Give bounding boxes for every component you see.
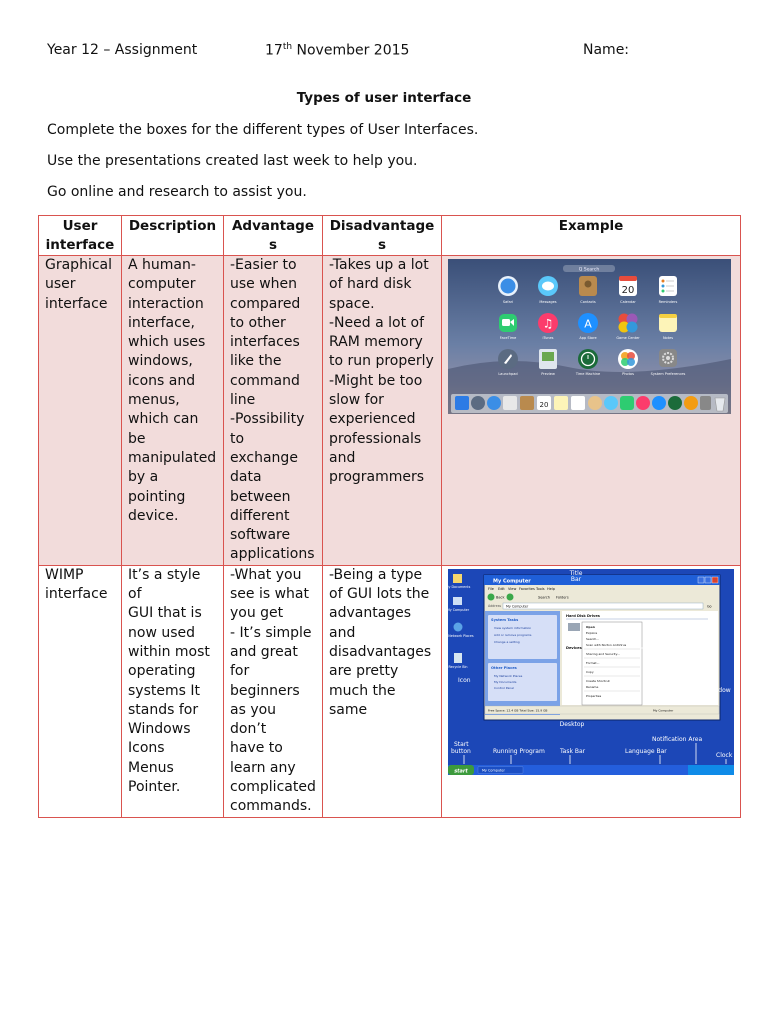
- cell-advantages: -Easier to use when compared to other interfaces like the command line -Possibility to exchange data between different software applications: [224, 256, 323, 566]
- svg-text:Copy: Copy: [586, 669, 594, 674]
- svg-text:Notes: Notes: [662, 336, 674, 340]
- notification-area: [688, 765, 734, 775]
- cell-example: [442, 565, 741, 817]
- finder-icon: [455, 396, 469, 410]
- svg-text:Create Shortcut: Create Shortcut: [586, 678, 610, 683]
- trash-icon: [715, 398, 725, 411]
- header-date: [265, 42, 409, 59]
- safari-dock-icon: [487, 396, 501, 410]
- svg-text:My Computer: My Computer: [653, 708, 674, 713]
- hard-drive-icon: [568, 623, 580, 631]
- launchpad-dock-icon: [471, 396, 485, 410]
- time-machine-dock-icon: [668, 396, 682, 410]
- instruction-2: Use the presentations created last week to help you.: [47, 153, 418, 169]
- svg-text:App Store: App Store: [579, 336, 597, 340]
- reminders-icon: [659, 276, 678, 304]
- my-documents-icon: [453, 574, 462, 583]
- xp-taskbar: [448, 765, 734, 775]
- callout-language-bar: Language Bar: [625, 747, 667, 755]
- svg-text:Properties: Properties: [586, 693, 602, 698]
- svg-text:Help: Help: [547, 586, 555, 591]
- svg-text:My Computer: My Computer: [493, 578, 531, 585]
- header-name-label: Name:: [583, 42, 630, 58]
- svg-text:Preview: Preview: [541, 372, 555, 376]
- svg-text:Folders: Folders: [556, 595, 569, 600]
- callout-notification-area: Notification Area: [652, 735, 703, 743]
- svg-text:My Computer: My Computer: [446, 607, 470, 612]
- launchpad-icon: [498, 349, 518, 376]
- svg-text:Safari: Safari: [502, 300, 514, 304]
- svg-text:Calendar: Calendar: [620, 300, 636, 304]
- svg-text:Other Places: Other Places: [491, 665, 517, 670]
- callout-title-bar-1: Title: [569, 569, 583, 577]
- svg-text:System Preferences: System Preferences: [650, 372, 686, 376]
- messages-icon: [538, 276, 558, 304]
- cell-ui-name: WIMP interface: [39, 565, 122, 817]
- contacts-dock-icon: [520, 396, 534, 410]
- table-row-wimp: [39, 565, 741, 817]
- date-rest: November 2015: [292, 42, 410, 59]
- mail-icon: [503, 396, 517, 410]
- svg-text:Search: Search: [538, 595, 551, 600]
- itunes-dock-icon: [636, 396, 650, 410]
- svg-text:Rename: Rename: [586, 684, 599, 689]
- header-example: Example: [442, 216, 741, 256]
- svg-text:Launchpad: Launchpad: [498, 372, 518, 376]
- callout-context-menu: Context menu: [649, 644, 692, 652]
- svg-text:Control Panel: Control Panel: [494, 685, 514, 690]
- svg-text:20: 20: [539, 401, 549, 409]
- svg-text:Time Machine: Time Machine: [575, 372, 601, 376]
- preferences-dock-icon: [700, 396, 711, 410]
- svg-text:My Computer: My Computer: [482, 768, 505, 773]
- svg-text:Devices: Devices: [566, 645, 582, 650]
- calendar-icon: [619, 276, 637, 304]
- svg-text:Search...: Search...: [586, 636, 600, 641]
- svg-text:System Tasks: System Tasks: [491, 617, 519, 622]
- callout-desktop: Desktop: [559, 720, 585, 728]
- mac-desktop-screenshot: [448, 259, 731, 414]
- svg-text:Add or remove programs: Add or remove programs: [494, 632, 532, 637]
- xp-address-bar: [488, 603, 712, 609]
- table-header-row: [39, 216, 741, 256]
- svg-text:My Network Places: My Network Places: [494, 673, 523, 678]
- notes-dock-icon: [554, 396, 568, 410]
- callout-window: Window: [707, 686, 731, 694]
- network-places-icon: [454, 622, 463, 631]
- svg-text:Open: Open: [586, 624, 595, 629]
- svg-text:My Documents: My Documents: [445, 584, 471, 589]
- svg-text:My Documents: My Documents: [494, 679, 517, 684]
- recycle-bin-icon: [454, 653, 462, 663]
- svg-text:start: start: [454, 768, 468, 775]
- mac-dock: [451, 394, 728, 413]
- reminders-dock-icon: [571, 396, 585, 410]
- facetime-dock-icon: [620, 396, 634, 410]
- instruction-3: Go online and research to assist you.: [47, 184, 307, 200]
- cell-example: [442, 256, 741, 566]
- svg-text:♫: ♫: [542, 316, 554, 331]
- messages-dock-icon: [604, 396, 618, 410]
- header-disadvantages: Disadvantage s: [323, 216, 442, 256]
- svg-text:Messages: Messages: [539, 300, 557, 304]
- instruction-1: Complete the boxes for the different types of User Interfaces.: [47, 122, 479, 138]
- header-advantages: Advantage s: [224, 216, 323, 256]
- photos-dock-icon: [684, 396, 698, 410]
- svg-text:File: File: [488, 586, 494, 591]
- back-icon: [488, 593, 495, 600]
- cell-advantages: -What you see is what you get - It’s simple and great for beginners as you don’t have to learn any complicated commands.: [224, 565, 323, 817]
- minimize-icon: [698, 577, 704, 583]
- svg-text:Change a setting: Change a setting: [494, 639, 520, 644]
- callout-running-program: Running Program: [493, 747, 545, 755]
- svg-text:Tools: Tools: [536, 586, 545, 591]
- svg-text:Back: Back: [496, 595, 505, 600]
- maps-icon: [588, 396, 602, 410]
- svg-text:Format...: Format...: [586, 660, 600, 665]
- cell-description: It’s a style of GUI that is now used within most operating systems It stands for Windows Icons Menus Pointer.: [122, 565, 224, 817]
- windows-xp-screenshot: [442, 569, 734, 775]
- svg-text:My Network Places: My Network Places: [442, 633, 474, 638]
- svg-text:Game Center: Game Center: [616, 336, 640, 340]
- ui-types-table: [38, 215, 741, 818]
- header-assignment: Year 12 – Assignment: [47, 42, 198, 58]
- svg-text:A: A: [584, 317, 592, 331]
- svg-text:Contacts: Contacts: [580, 300, 596, 304]
- mac-search-label: Q Search: [578, 267, 600, 273]
- svg-text:Reminders: Reminders: [658, 300, 678, 304]
- svg-text:Recycle Bin: Recycle Bin: [448, 664, 468, 669]
- svg-text:Free Space: 12.4 GB Total Size: Free Space: 12.4 GB Total Size: 15.9 GB: [488, 708, 548, 713]
- callout-start-button-2: button: [451, 747, 471, 755]
- maximize-icon: [705, 577, 711, 583]
- close-icon: [712, 577, 718, 583]
- cell-disadvantages: -Takes up a lot of hard disk space. -Need a lot of RAM memory to run properly -Might be too slow for experienced professionals and programmers: [323, 256, 442, 566]
- svg-text:Scan with Norton AntiVirus: Scan with Norton AntiVirus: [586, 642, 627, 647]
- app-store-icon: [578, 313, 598, 340]
- document-title: Types of user interface: [296, 90, 472, 106]
- callout-start-button-1: Start: [454, 740, 469, 748]
- svg-text:FaceTime: FaceTime: [499, 336, 517, 340]
- header-description: Description: [122, 216, 224, 256]
- svg-text:20: 20: [621, 285, 635, 296]
- contacts-icon: [579, 276, 597, 304]
- svg-text:My Computer: My Computer: [506, 604, 529, 609]
- svg-text:Address: Address: [488, 603, 502, 608]
- cell-ui-name: Graphical user interface: [39, 256, 122, 566]
- callout-task-bar: Task Bar: [560, 747, 586, 755]
- app-store-dock-icon: [652, 396, 666, 410]
- callout-title-bar-2: Bar: [570, 575, 582, 583]
- date-suffix: th: [282, 42, 293, 52]
- cell-disadvantages: -Being a type of GUI lots the advantages and disadvantages are pretty much the same: [323, 565, 442, 817]
- svg-text:Hard Disk Drives: Hard Disk Drives: [566, 613, 600, 618]
- svg-text:Sharing and Security...: Sharing and Security...: [586, 651, 620, 656]
- facetime-icon: [499, 314, 517, 340]
- svg-text:Favorites: Favorites: [519, 586, 535, 591]
- forward-icon: [507, 593, 514, 600]
- svg-text:Edit: Edit: [498, 586, 505, 591]
- svg-text:View system information: View system information: [494, 625, 532, 630]
- my-computer-icon: [453, 597, 462, 605]
- header-user-interface: User interface: [39, 216, 122, 256]
- svg-text:Explore: Explore: [586, 630, 598, 635]
- date-day: 17: [265, 42, 283, 59]
- xp-context-menu: [582, 622, 642, 705]
- svg-text:Go: Go: [707, 604, 712, 609]
- cell-description: A human- computer interaction interface, which uses windows, icons and menus, which can be manipulated by a pointing device.: [122, 256, 224, 566]
- game-center-icon: [616, 314, 640, 341]
- svg-text:iTunes: iTunes: [542, 336, 554, 340]
- svg-text:Photos: Photos: [622, 372, 634, 376]
- svg-text:View: View: [508, 586, 517, 591]
- preview-icon: [539, 349, 557, 376]
- table-row-gui: [39, 256, 741, 566]
- callout-clock: Clock: [716, 751, 733, 759]
- callout-icon: Icon: [458, 676, 471, 684]
